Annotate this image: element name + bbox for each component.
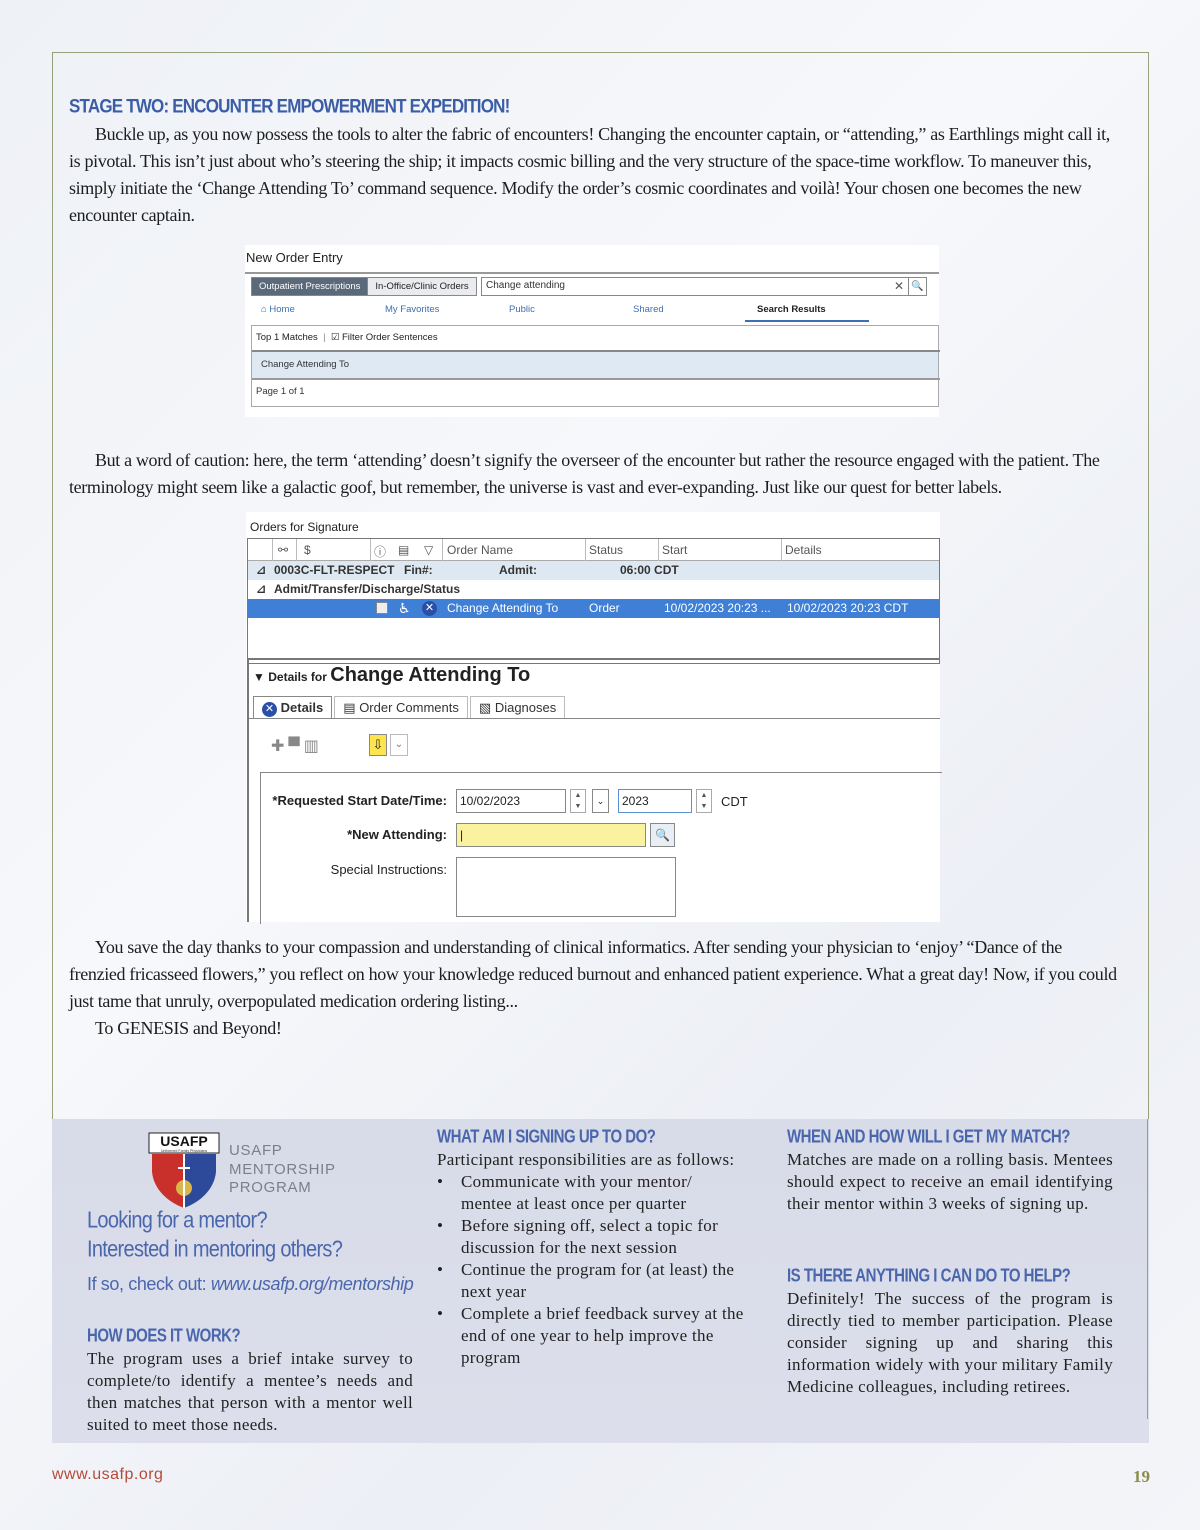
article	[69, 95, 1119, 229]
how-section	[87, 1326, 413, 1436]
filter-checkbox[interactable]: ☑	[330, 332, 340, 343]
nav-shared[interactable]: Shared	[633, 304, 664, 315]
what-title: WHAT AM I SIGNING UP TO DO?	[437, 1127, 656, 1148]
details-form	[260, 772, 942, 924]
search-icon[interactable]: 🔍	[650, 823, 675, 847]
date-dropdown[interactable]: ⌄	[592, 789, 609, 813]
start-time-input[interactable]: 2023	[618, 789, 692, 813]
paragraph-1: Buckle up, as you now possess the tools to alter the fabric of encounters! Changing the encounter captain, or “attending,” as Earthlings might call it, is pivotal. This isn’t just about who’s steering the ship; it impacts cosmic billing and the very structure of the space-time workflow. To maneuver this, simply initiate the ‘Change Attending To’ command sequence. Modify the order’s cosmic coordinates and voilà! Your chosen one becomes the new encounter captain.	[69, 124, 1110, 225]
help-section	[787, 1266, 1113, 1398]
tab-outpatient[interactable]: Outpatient Prescriptions	[252, 278, 367, 295]
row-checkbox[interactable]	[376, 602, 388, 614]
filter-label: Filter Order Sentences	[342, 332, 438, 343]
new-attending-label: *New Attending:	[347, 827, 447, 842]
list-item: • Communicate with your mentor/ mentee at least once per quarter	[437, 1171, 747, 1215]
paragraph-3: You save the day thanks to your compassion and understanding of clinical informatics. After sending your physician to ‘enjoy’ “Dance of the frenzied fricasseed flowers,” you reflect on how your knowledge reduced burnout and enhanced patient experience. What a great day! Now, if you could just tame that unruly, overpopulated medication ordering listing...	[69, 937, 1117, 1011]
result-item[interactable]: Change Attending To	[252, 352, 938, 378]
nav-favorites[interactable]: My Favorites	[385, 304, 440, 315]
footer-url[interactable]: www.usafp.org	[52, 1466, 164, 1483]
how-title: HOW DOES IT WORK?	[87, 1326, 241, 1347]
link-icon: ⚯	[278, 543, 289, 557]
add-icon[interactable]: ✚	[271, 738, 289, 755]
paragraph-2: But a word of caution: here, the term ‘attending’ doesn’t signify the overseer of the encounter but rather the resource engaged with the patient. The terminology might seem like a galactic goof, but remember, the universe is vast and ever-expanding. Just like our quest for better labels.	[69, 450, 1100, 497]
responsibilities-list	[437, 1171, 747, 1369]
when-title: WHEN AND HOW WILL I GET MY MATCH?	[787, 1127, 1070, 1148]
col-details[interactable]: Details	[785, 543, 822, 557]
date-spinner[interactable]: ▲ ▼	[570, 789, 586, 813]
help-text: Definitely! The success of the program is directly tied to member participation. Please consider signing up and sharing this information widely with your military Family Medicine colleagues, including retirees.	[787, 1289, 1113, 1396]
col-start[interactable]: Start	[662, 543, 688, 557]
orders-signature-screenshot	[246, 512, 940, 922]
results-box: Top 1 Matches | ☑ Filter Order Sentences Change Attending To Page 1 of 1	[251, 325, 939, 407]
collapse-icon[interactable]: ⊿	[256, 582, 267, 596]
collapse-icon[interactable]: ⊿	[256, 563, 267, 577]
usafp-logo	[148, 1132, 220, 1210]
paragraph-4: To GENESIS and Beyond!	[95, 1018, 282, 1038]
section-title: STAGE TWO: ENCOUNTER EMPOWERMENT EXPEDITION!	[69, 95, 510, 117]
diagnoses-icon: ▧	[478, 700, 492, 715]
how-text: The program uses a brief intake survey to complete/to identify a mentee’s needs and then matches that person with a mentor well suited to meet those needs.	[87, 1349, 413, 1434]
start-date-label: *Requested Start Date/Time:	[272, 793, 447, 808]
time-spinner[interactable]: ▲ ▼	[696, 789, 712, 813]
mentorship-link[interactable]: www.usafp.org/mentorship	[210, 1274, 414, 1294]
details-toolbar	[271, 736, 323, 756]
down-arrow-button[interactable]: ⇩	[369, 734, 387, 756]
chart-icon[interactable]: ▥	[303, 738, 323, 755]
search-input[interactable]	[481, 277, 927, 296]
details-panel	[247, 658, 940, 922]
logo-subtext: Uniformed Family Physicians	[160, 1149, 208, 1153]
home-icon: ⌂	[261, 304, 270, 315]
start-date-input[interactable]: 10/02/2023	[456, 789, 566, 813]
details-heading: ▼ Details for Change Attending To	[253, 664, 531, 686]
check-out-line: If so, check out: www.usafp.org/mentorship	[87, 1274, 414, 1294]
search-value: Change attending	[486, 280, 565, 291]
stack-icon[interactable]: ▀	[288, 738, 304, 755]
page-indicator: Page 1 of 1	[256, 386, 305, 397]
note-icon: ▤	[398, 543, 410, 557]
cancel-order-icon[interactable]: ✕	[422, 601, 437, 616]
list-item: • Complete a brief feedback survey at the end of one year to help improve the program	[437, 1303, 747, 1369]
expand-button[interactable]: ⌄	[390, 734, 408, 756]
window-title: New Order Entry	[246, 250, 343, 265]
what-section	[437, 1127, 747, 1369]
accessibility-icon: ♿	[398, 600, 411, 616]
category-group-row[interactable]: ⊿ Admit/Transfer/Discharge/Status	[248, 580, 939, 599]
col-status[interactable]: Status	[589, 543, 624, 557]
page-number: 19	[1133, 1467, 1150, 1486]
help-title: IS THERE ANYTHING I CAN DO TO HELP?	[787, 1266, 1071, 1287]
tab-diagnoses[interactable]: ▧ Diagnoses	[470, 696, 565, 719]
search-icon[interactable]: 🔍	[908, 278, 926, 295]
when-section	[787, 1127, 1113, 1215]
details-tabs	[253, 696, 567, 719]
clear-icon[interactable]: ✕	[893, 279, 904, 293]
question-mentoring: Interested in mentoring others?	[87, 1237, 343, 1263]
program-name: USAFP MENTORSHIP PROGRAM	[229, 1142, 336, 1196]
list-item: • Before signing off, select a topic for discussion for the next session	[437, 1215, 747, 1259]
nav-search-results[interactable]: Search Results	[757, 304, 826, 315]
col-dollar: $	[304, 543, 311, 557]
matches-count: Top 1 Matches	[256, 332, 318, 343]
details-icon: ✕	[262, 702, 277, 717]
order-row-selected[interactable]: ♿ ✕ Change Attending To Order 10/02/2023 20:23 ... 10/02/2023 20:23 CDT	[248, 599, 939, 618]
when-text: Matches are made on a rolling basis. Mentees should expect to receive an email identifying their mentor within 3 weeks of signing up.	[787, 1150, 1113, 1213]
orders-title: Orders for Signature	[250, 520, 359, 534]
nav-public[interactable]: Public	[509, 304, 535, 315]
tab-inoffice[interactable]: In-Office/Clinic Orders	[367, 278, 475, 295]
tab-order-comments[interactable]: ▤ Order Comments	[334, 696, 468, 719]
col-order-name[interactable]: Order Name	[447, 543, 514, 557]
help-icon: ⓘ	[374, 545, 387, 559]
what-intro: Participant responsibilities are as follows:	[437, 1150, 735, 1169]
timezone-label: CDT	[721, 794, 748, 809]
question-mentor: Looking for a mentor?	[87, 1208, 267, 1234]
order-entry-screenshot	[245, 245, 939, 417]
tab-details[interactable]: ✕ Details	[253, 696, 332, 719]
list-item: • Continue the program for (at least) the next year	[437, 1259, 747, 1303]
grid-header	[248, 539, 939, 561]
encounter-group-row[interactable]: ⊿ 0003C-FLT-RESPECT Fin#: Admit: 06:00 CDT	[248, 561, 939, 580]
special-instructions-input[interactable]	[456, 857, 676, 917]
logo-text: USAFP	[160, 1133, 208, 1149]
special-instructions-label: Special Instructions:	[330, 862, 447, 877]
new-attending-input[interactable]: |	[456, 823, 646, 847]
comments-icon: ▤	[343, 700, 356, 715]
orders-grid	[247, 538, 940, 664]
filter-icon: ▽	[424, 543, 434, 557]
collapse-arrow-icon[interactable]: ▼	[253, 670, 265, 684]
order-tabs	[251, 277, 477, 296]
nav-home[interactable]: ⌂ Home	[261, 304, 295, 315]
